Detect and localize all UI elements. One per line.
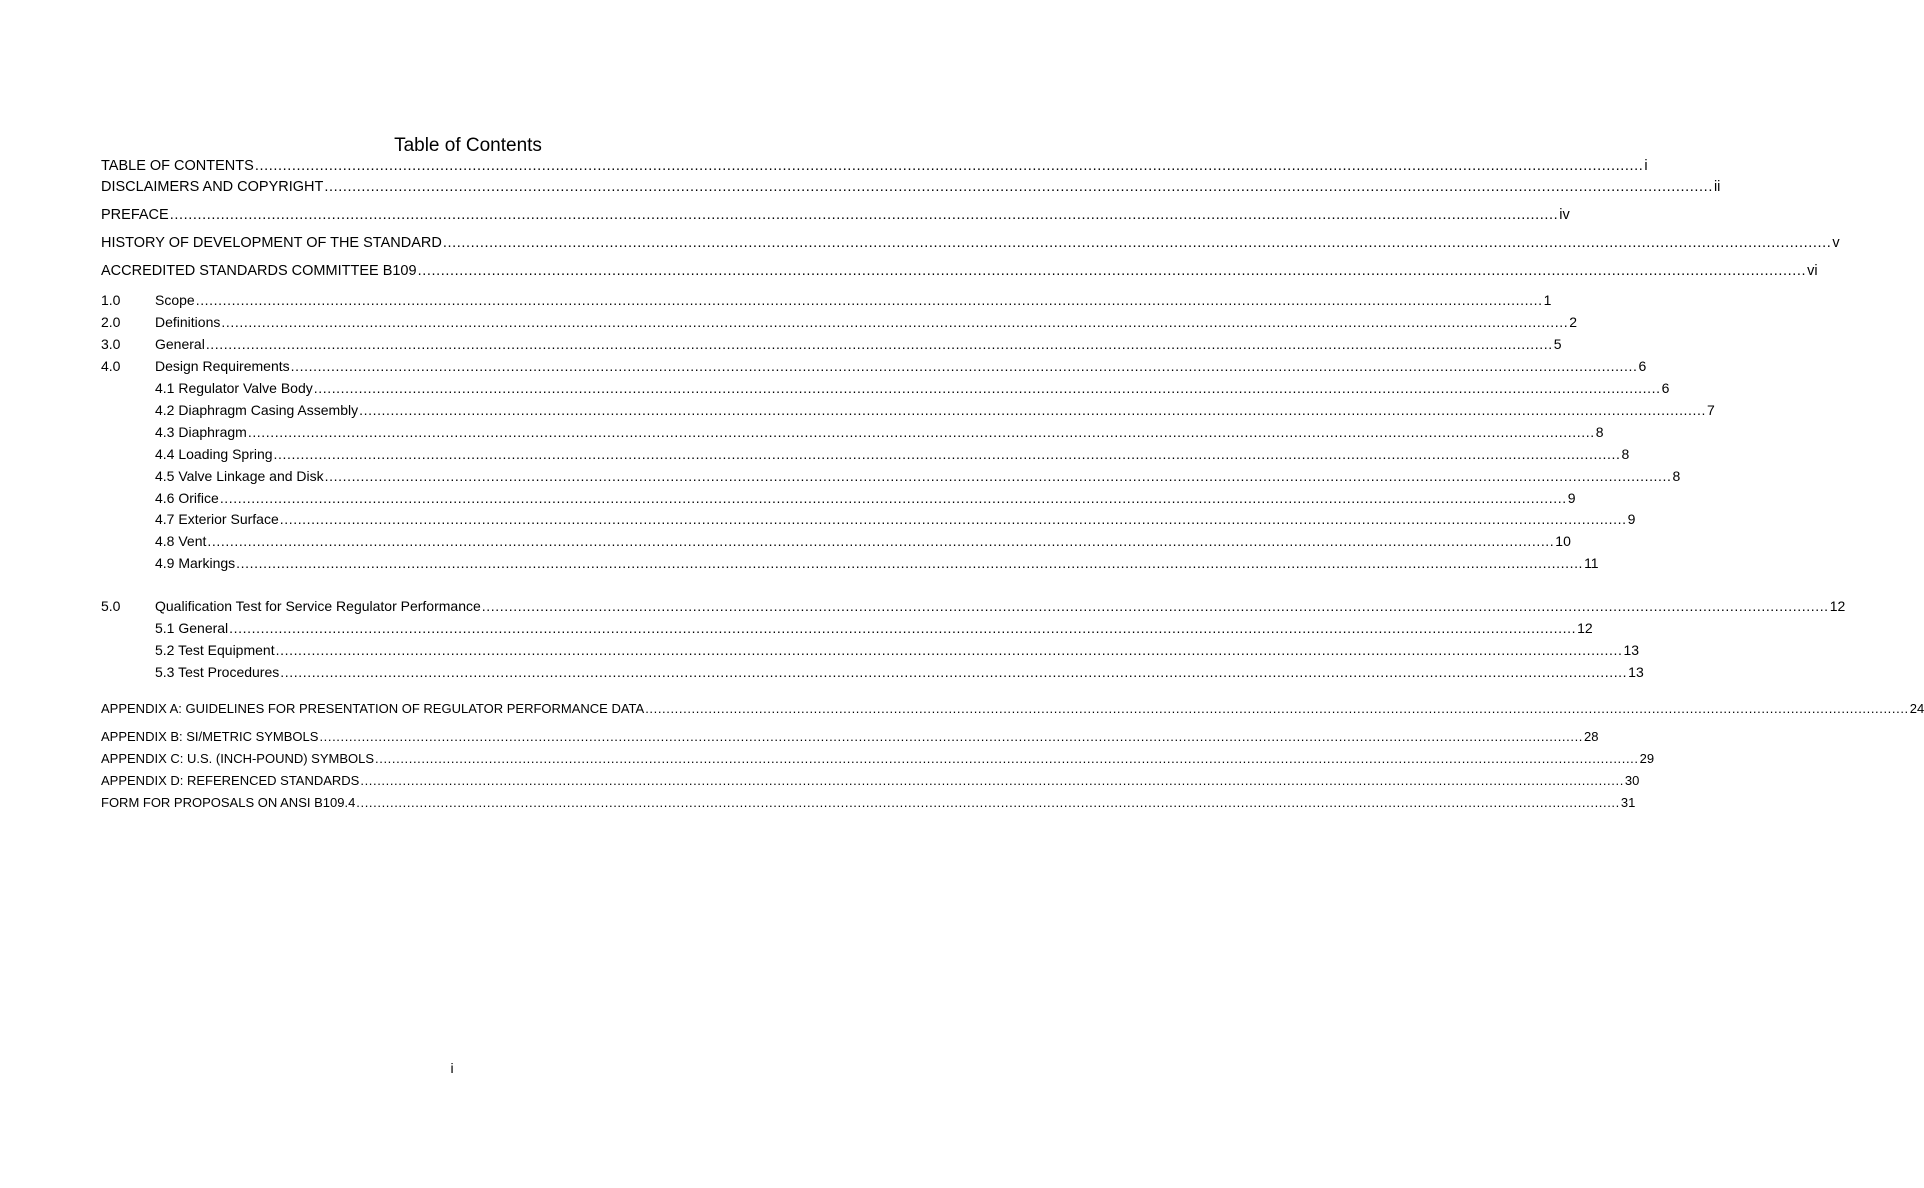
toc-entry-label: Definitions	[155, 314, 221, 330]
toc-entry-label: 4.4 Loading Spring	[155, 446, 273, 462]
toc-entry-page: 6	[1638, 358, 1647, 374]
toc-entry-label: 4.2 Diaphragm Casing Assembly	[155, 402, 359, 418]
toc-entry-page: i	[1644, 158, 1648, 174]
toc-entry-page: 6	[1661, 380, 1670, 396]
toc-entry-page: 2	[1569, 314, 1578, 330]
toc-entry-page: 12	[1829, 598, 1846, 614]
dot-leader: ............................................................................................................................................................................................................................................................................................................	[207, 533, 1555, 549]
toc-entry-appendix-d[interactable]	[101, 773, 1640, 788]
toc-entry-history[interactable]	[101, 235, 1840, 251]
toc-entry-label: ACCREDITED STANDARDS COMMITTEE B109	[101, 263, 417, 279]
dot-leader: ............................................................................................................................................................................................................................................................................................................	[645, 701, 1909, 716]
dot-leader: ............................................................................................................................................................................................................................................................................................................	[442, 235, 1832, 251]
toc-entry-label: 5.2 Test Equipment	[155, 642, 275, 658]
toc-entry-page: iv	[1559, 207, 1570, 223]
toc-entry-committee[interactable]	[101, 263, 1818, 279]
toc-entry-label: 4.9 Markings	[155, 555, 236, 571]
toc-entry-number: 1.0	[101, 292, 121, 308]
toc-subentry[interactable]	[155, 424, 1604, 440]
toc-entry-label: APPENDIX B: SI/METRIC SYMBOLS	[101, 729, 319, 744]
toc-entry-table-of-contents[interactable]	[101, 158, 1648, 174]
toc-entry-page: 13	[1628, 664, 1644, 680]
toc-entry-definitions[interactable]	[101, 314, 1578, 330]
dot-leader: ............................................................................................................................................................................................................................................................................................................	[273, 446, 1621, 462]
toc-entry-label: 5.3 Test Procedures	[155, 664, 280, 680]
toc-entry-number: 5.0	[101, 598, 121, 614]
toc-entry-page: 8	[1672, 468, 1681, 484]
dot-leader: ............................................................................................................................................................................................................................................................................................................	[195, 292, 1543, 308]
dot-leader: ............................................................................................................................................................................................................................................................................................................	[247, 424, 1595, 440]
dot-leader: ............................................................................................................................................................................................................................................................................................................	[279, 511, 1627, 527]
toc-entry-page: 30	[1624, 773, 1640, 788]
dot-leader: ............................................................................................................................................................................................................................................................................................................	[324, 468, 1672, 484]
dot-leader: ............................................................................................................................................................................................................................................................................................................	[319, 729, 1583, 744]
toc-entry-label: 4.8 Vent	[155, 533, 207, 549]
dot-leader: ............................................................................................................................................................................................................................................................................................................	[280, 664, 1628, 680]
toc-entry-page: 11	[1584, 555, 1599, 571]
dot-leader: ............................................................................................................................................................................................................................................................................................................	[360, 773, 1624, 788]
dot-leader: ............................................................................................................................................................................................................................................................................................................	[221, 314, 1569, 330]
toc-entry-page: 9	[1567, 490, 1576, 506]
toc-entry-page: 24	[1909, 701, 1924, 716]
toc-entry-page: 31	[1620, 795, 1636, 810]
dot-leader: ............................................................................................................................................................................................................................................................................................................	[229, 620, 1577, 636]
toc-entry-page: 13	[1623, 642, 1640, 658]
toc-subentry[interactable]	[155, 490, 1576, 506]
toc-entry-label: 4.6 Orifice	[155, 490, 219, 506]
toc-entry-page: ii	[1713, 179, 1721, 195]
toc-entry-label: FORM FOR PROPOSALS ON ANSI B109.4	[101, 795, 356, 810]
dot-leader: ............................................................................................................................................................................................................................................................................................................	[290, 358, 1638, 374]
toc-entry-number: 4.0	[101, 358, 121, 374]
toc-entry-label: 5.1 General	[155, 620, 229, 636]
toc-subentry[interactable]	[155, 511, 1636, 527]
dot-leader: ............................................................................................................................................................................................................................................................................................................	[205, 336, 1553, 352]
dot-leader: ............................................................................................................................................................................................................................................................................................................	[313, 380, 1661, 396]
dot-leader: ............................................................................................................................................................................................................................................................................................................	[481, 598, 1829, 614]
toc-subentry[interactable]	[155, 642, 1640, 658]
toc-entry-label: Qualification Test for Service Regulator Performance	[155, 598, 481, 614]
toc-subentry[interactable]	[155, 446, 1630, 462]
toc-entry-label: General	[155, 336, 205, 352]
toc-entry-page: v	[1832, 235, 1840, 251]
toc-entry-proposal-form[interactable]	[101, 795, 1636, 810]
toc-entry-label: Scope	[155, 292, 195, 308]
toc-entry-number: 2.0	[101, 314, 121, 330]
toc-entry-label: APPENDIX D: REFERENCED STANDARDS	[101, 773, 360, 788]
toc-entry-page: 1	[1543, 292, 1552, 308]
dot-leader: ............................................................................................................................................................................................................................................................................................................	[219, 490, 1567, 506]
dot-leader: ............................................................................................................................................................................................................................................................................................................	[169, 207, 1559, 223]
toc-entry-label: HISTORY OF DEVELOPMENT OF THE STANDARD	[101, 235, 442, 251]
toc-entry-page: 9	[1627, 511, 1636, 527]
toc-entry-page: 12	[1577, 620, 1593, 636]
toc-subentry[interactable]	[155, 620, 1593, 636]
toc-entry-page: vi	[1807, 263, 1818, 279]
toc-subentry[interactable]	[155, 468, 1681, 484]
page-number: i	[450, 1060, 454, 1076]
dot-leader: ............................................................................................................................................................................................................................................................................................................	[324, 179, 1713, 195]
toc-entry-page: 8	[1595, 424, 1604, 440]
toc-entry-label: APPENDIX A: GUIDELINES FOR PRESENTATION OF REGULATOR PERFORMANCE DATA	[101, 701, 645, 716]
dot-leader: ............................................................................................................................................................................................................................................................................................................	[375, 751, 1639, 766]
toc-entry-label: 4.1 Regulator Valve Body	[155, 380, 313, 396]
toc-subentry[interactable]	[155, 664, 1644, 680]
toc-entry-page: 29	[1639, 751, 1655, 766]
toc-subentry[interactable]	[155, 402, 1715, 418]
dot-leader: ............................................................................................................................................................................................................................................................................................................	[417, 263, 1807, 279]
toc-entry-page: 10	[1555, 533, 1571, 549]
toc-entry-qualification-test[interactable]	[101, 598, 1846, 614]
toc-entry-appendix-a[interactable]	[101, 701, 1924, 716]
toc-entry-label: 4.5 Valve Linkage and Disk	[155, 468, 324, 484]
dot-leader: ............................................................................................................................................................................................................................................................................................................	[356, 795, 1620, 810]
toc-subentry[interactable]	[155, 380, 1670, 396]
toc-entry-design-requirements[interactable]	[101, 358, 1647, 374]
toc-entry-page: 5	[1553, 336, 1562, 352]
toc-entry-label: 4.3 Diaphragm	[155, 424, 247, 440]
page-title: Table of Contents	[394, 135, 542, 156]
toc-entry-disclaimers[interactable]	[101, 179, 1721, 195]
toc-subentry[interactable]	[155, 533, 1571, 549]
dot-leader: ............................................................................................................................................................................................................................................................................................................	[359, 402, 1707, 418]
toc-entry-label: 4.7 Exterior Surface	[155, 511, 279, 527]
dot-leader: ............................................................................................................................................................................................................................................................................................................	[275, 642, 1623, 658]
toc-entry-page: 28	[1584, 729, 1599, 744]
toc-entry-page: 8	[1621, 446, 1630, 462]
toc-entry-page: 7	[1707, 402, 1715, 418]
toc-entry-scope[interactable]	[101, 292, 1552, 308]
dot-leader: ............................................................................................................................................................................................................................................................................................................	[236, 555, 1584, 571]
toc-entry-preface[interactable]	[101, 207, 1570, 223]
dot-leader: ............................................................................................................................................................................................................................................................................................................	[254, 158, 1644, 174]
toc-entry-general[interactable]	[101, 336, 1562, 352]
toc-entry-label: Design Requirements	[155, 358, 290, 374]
toc-entry-appendix-b[interactable]	[101, 729, 1599, 744]
toc-subentry[interactable]	[155, 555, 1599, 571]
toc-entry-number: 3.0	[101, 336, 121, 352]
toc-entry-label: APPENDIX C: U.S. (INCH-POUND) SYMBOLS	[101, 751, 375, 766]
toc-entry-label: DISCLAIMERS AND COPYRIGHT	[101, 179, 324, 195]
toc-entry-label: PREFACE	[101, 207, 169, 223]
toc-entry-appendix-c[interactable]	[101, 751, 1655, 766]
toc-entry-label: TABLE OF CONTENTS	[101, 158, 254, 174]
